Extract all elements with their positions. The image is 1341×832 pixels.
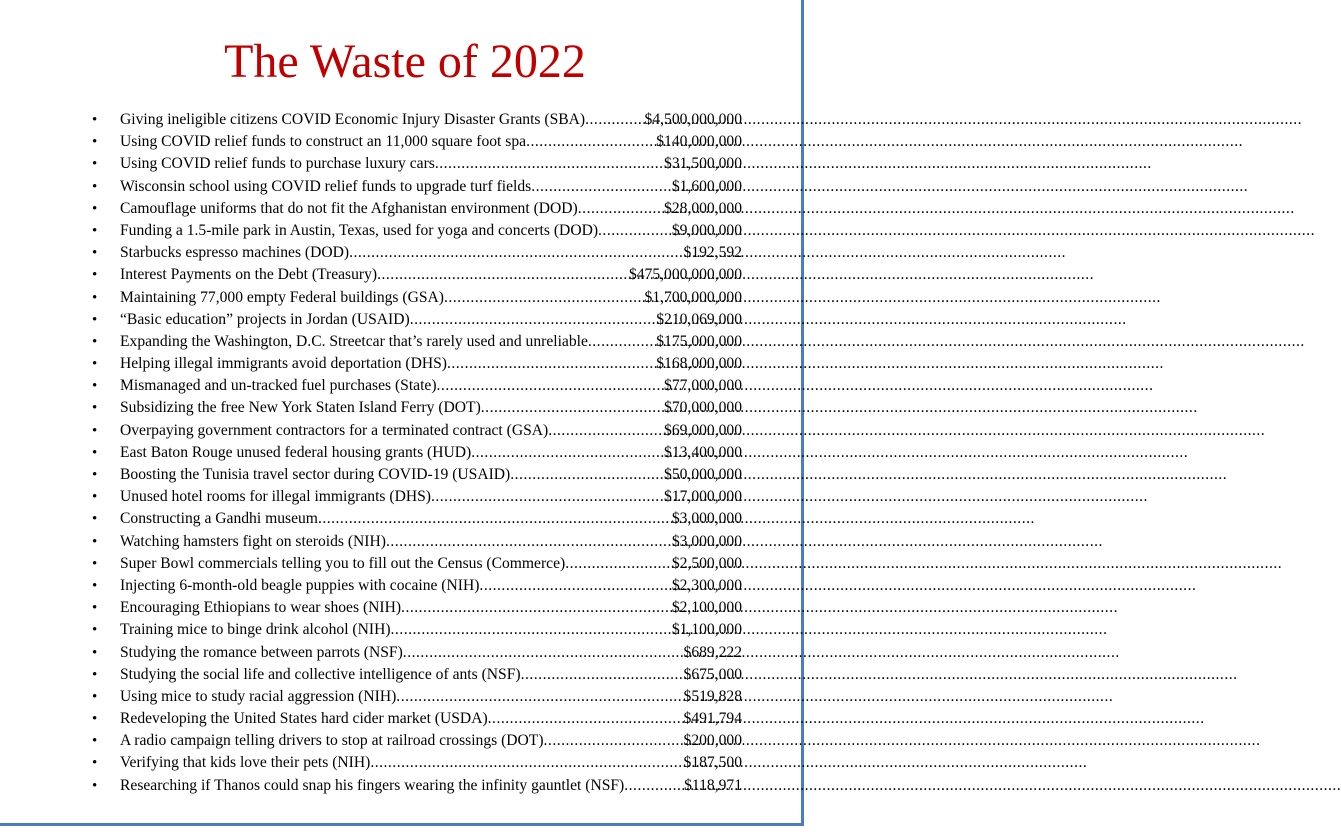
dot-leader xyxy=(386,533,672,551)
list-item xyxy=(92,422,742,444)
dot-leader xyxy=(481,399,664,417)
item-amount: $13,400,000 xyxy=(664,443,742,461)
page-title: The Waste of 2022 xyxy=(224,35,586,88)
item-amount: $3,000,000 xyxy=(671,510,742,528)
list-item xyxy=(92,599,742,621)
item-amount: $31,500,000 xyxy=(664,155,742,173)
dot-leader xyxy=(431,488,664,506)
item-amount: $28,000,000 xyxy=(664,199,742,217)
dot-leader xyxy=(526,133,656,151)
bullet-icon: • xyxy=(92,711,98,728)
item-amount: $140,000,000 xyxy=(656,133,742,151)
bullet-icon: • xyxy=(92,644,98,661)
bullet-icon: • xyxy=(92,112,98,128)
item-description: Encouraging Ethiopians to wear shoes (NIH) xyxy=(120,599,402,617)
list-item xyxy=(92,644,742,666)
dot-leader xyxy=(377,266,629,284)
item-description: Interest Payments on the Debt (Treasury) xyxy=(120,266,378,284)
list-item xyxy=(92,311,742,333)
item-description: Using COVID relief funds to purchase luxury cars xyxy=(120,155,435,173)
item-description: Super Bowl commercials telling you to fill out the Census (Commerce) xyxy=(120,554,566,572)
list-item xyxy=(92,754,742,776)
list-item xyxy=(92,777,742,799)
item-amount: $77,000,000 xyxy=(664,377,742,395)
item-description: Camouflage uniforms that do not fit the Afghanistan environment (DOD) xyxy=(120,199,578,217)
item-description: Maintaining 77,000 empty Federal buildings (GSA) xyxy=(120,288,444,306)
item-amount: $2,300,000 xyxy=(671,576,742,594)
list-item xyxy=(92,621,742,643)
bullet-icon: • xyxy=(92,422,98,439)
dot-leader xyxy=(624,777,684,795)
list-item xyxy=(92,732,742,754)
item-amount: $1,100,000 xyxy=(671,621,742,639)
item-description: Watching hamsters fight on steroids (NIH) xyxy=(120,532,386,550)
bullet-icon: • xyxy=(92,622,98,639)
list-item xyxy=(92,710,742,732)
bullet-icon: • xyxy=(92,777,98,794)
item-amount: $210,069,000 xyxy=(656,310,742,328)
list-item xyxy=(92,222,742,244)
list-item xyxy=(92,178,742,200)
item-description: Boosting the Tunisia travel sector during COVID-19 (USAID) xyxy=(120,466,511,483)
item-description: Using COVID relief funds to construct an 11,000 square foot spa xyxy=(120,133,527,151)
item-description: Studying the social life and collective intelligence of ants (NSF) xyxy=(120,665,521,683)
dot-leader xyxy=(444,289,645,307)
item-description: Unused hotel rooms for illegal immigrants (DHS) xyxy=(120,488,431,506)
bullet-icon: • xyxy=(92,156,98,173)
item-amount: $475,000,000,000 xyxy=(628,266,742,284)
dot-leader xyxy=(488,710,684,728)
list-item xyxy=(92,577,742,599)
list-item xyxy=(92,466,742,488)
dot-leader xyxy=(435,155,664,173)
item-description: Redeveloping the United States hard cider market (USDA) xyxy=(120,710,488,728)
item-amount: $689,222 xyxy=(683,643,742,661)
item-description: Studying the romance between parrots (NSF) xyxy=(120,643,403,661)
item-amount: $17,000,000 xyxy=(664,488,742,506)
bullet-icon: • xyxy=(92,333,98,350)
dot-leader xyxy=(598,222,672,240)
item-description: Funding a 1.5-mile park in Austin, Texas, used for yoga and concerts (DOD) xyxy=(120,221,599,239)
item-description: Expanding the Washington, D.C. Streetcar that’s rarely used and unreliable xyxy=(120,332,588,350)
bullet-icon: • xyxy=(92,444,98,461)
bullet-icon: • xyxy=(92,733,98,750)
dot-leader xyxy=(521,666,684,684)
item-amount: $4,500,000,000 xyxy=(644,111,742,128)
item-amount: $118,971 xyxy=(684,776,742,794)
dot-leader xyxy=(447,355,656,373)
dot-leader xyxy=(548,422,664,440)
bullet-icon: • xyxy=(92,688,98,705)
dot-leader xyxy=(479,577,671,595)
item-amount: $9,000,000 xyxy=(671,221,742,239)
item-amount: $1,700,000,000 xyxy=(644,288,742,306)
item-amount: $175,000,000 xyxy=(656,332,742,350)
dot-leader xyxy=(471,444,664,462)
list-item xyxy=(92,510,742,532)
item-description: Injecting 6-month-old beagle puppies with cocaine (NIH) xyxy=(120,576,480,594)
bullet-icon: • xyxy=(92,356,98,373)
bullet-icon: • xyxy=(92,666,98,683)
bullet-icon: • xyxy=(92,467,98,483)
item-description: East Baton Rouge unused federal housing grants (HUD) xyxy=(120,443,472,461)
item-description: Using mice to study racial aggression (NIH) xyxy=(120,687,397,705)
list-item xyxy=(92,155,742,177)
dot-leader xyxy=(349,244,683,262)
dot-leader xyxy=(565,555,672,573)
item-amount: $491,794 xyxy=(683,710,742,728)
item-description: Training mice to binge drink alcohol (NIH) xyxy=(120,621,391,639)
item-amount: $187,500 xyxy=(683,754,742,772)
item-amount: $200,000 xyxy=(683,732,742,750)
bullet-icon: • xyxy=(92,577,98,594)
item-description: Subsidizing the free New York Staten Island Ferry (DOT) xyxy=(120,399,481,417)
item-description: Wisconsin school using COVID relief funds to upgrade turf fields xyxy=(120,177,532,195)
list-item xyxy=(92,399,742,421)
dot-leader xyxy=(370,754,683,772)
list-item xyxy=(92,200,742,222)
dot-leader xyxy=(531,178,672,196)
item-amount: $2,500,000 xyxy=(671,554,742,572)
list-item xyxy=(92,533,742,555)
item-amount: $1,600,000 xyxy=(671,177,742,195)
list-item xyxy=(92,488,742,510)
item-amount: $50,000,000 xyxy=(664,466,742,483)
item-description: Verifying that kids love their pets (NIH) xyxy=(120,754,371,772)
item-description: Starbucks espresso machines (DOD) xyxy=(120,244,350,262)
list-item xyxy=(92,444,742,466)
bullet-icon: • xyxy=(92,600,98,617)
item-description: A radio campaign telling drivers to stop at railroad crossings (DOT) xyxy=(120,732,544,750)
list-item xyxy=(92,244,742,266)
list-item xyxy=(92,266,742,288)
item-amount: $2,100,000 xyxy=(671,599,742,617)
item-amount: $70,000,000 xyxy=(664,399,742,417)
bullet-icon: • xyxy=(92,755,98,772)
dot-leader xyxy=(510,466,664,484)
bullet-icon: • xyxy=(92,222,98,239)
dot-leader xyxy=(578,200,664,218)
dot-leader xyxy=(585,111,644,129)
list-item xyxy=(92,688,742,710)
item-amount: $675,000 xyxy=(683,665,742,683)
list-item xyxy=(92,377,742,399)
bullet-icon: • xyxy=(92,555,98,572)
item-description: Mismanaged and un-tracked fuel purchases (State) xyxy=(120,377,437,395)
item-description: Giving ineligible citizens COVID Economic Injury Disaster Grants (SBA) xyxy=(120,111,586,128)
list-item xyxy=(92,289,742,311)
bullet-icon: • xyxy=(92,378,98,395)
bullet-icon: • xyxy=(92,178,98,195)
item-amount: $519,828 xyxy=(683,687,742,705)
item-amount: $3,000,000 xyxy=(671,532,742,550)
dot-leader xyxy=(403,644,684,662)
list-item xyxy=(92,133,742,155)
bullet-icon: • xyxy=(92,511,98,528)
bullet-icon: • xyxy=(92,400,98,417)
bullet-icon: • xyxy=(92,533,98,550)
list-item xyxy=(92,333,742,355)
list-item xyxy=(92,555,742,577)
dot-leader xyxy=(437,377,665,395)
list-item xyxy=(92,111,742,133)
bullet-icon: • xyxy=(92,289,98,306)
bullet-icon: • xyxy=(92,267,98,284)
list-item xyxy=(92,666,742,688)
dot-leader xyxy=(410,311,657,329)
dot-leader xyxy=(588,333,656,351)
dot-leader xyxy=(391,621,672,639)
dot-leader xyxy=(401,599,672,617)
dot-leader xyxy=(396,688,683,706)
list-item xyxy=(92,355,742,377)
item-description: Helping illegal immigrants avoid deportation (DHS) xyxy=(120,355,447,373)
waste-list xyxy=(92,111,742,799)
item-description: Researching if Thanos could snap his fingers wearing the infinity gauntlet (NSF) xyxy=(120,776,625,794)
item-description: “Basic education” projects in Jordan (USAID) xyxy=(120,310,410,328)
bullet-icon: • xyxy=(92,134,98,151)
bullet-icon: • xyxy=(92,311,98,328)
bullet-icon: • xyxy=(92,489,98,506)
item-amount: $69,000,000 xyxy=(664,421,742,439)
item-description: Overpaying government contractors for a terminated contract (GSA) xyxy=(120,421,549,439)
bullet-icon: • xyxy=(92,200,98,217)
item-amount: $192,592 xyxy=(683,244,742,262)
item-description: Constructing a Gandhi museum xyxy=(120,510,318,528)
dot-leader xyxy=(318,510,672,528)
bullet-icon: • xyxy=(92,245,98,262)
dot-leader xyxy=(544,732,684,750)
item-amount: $168,000,000 xyxy=(656,355,742,373)
